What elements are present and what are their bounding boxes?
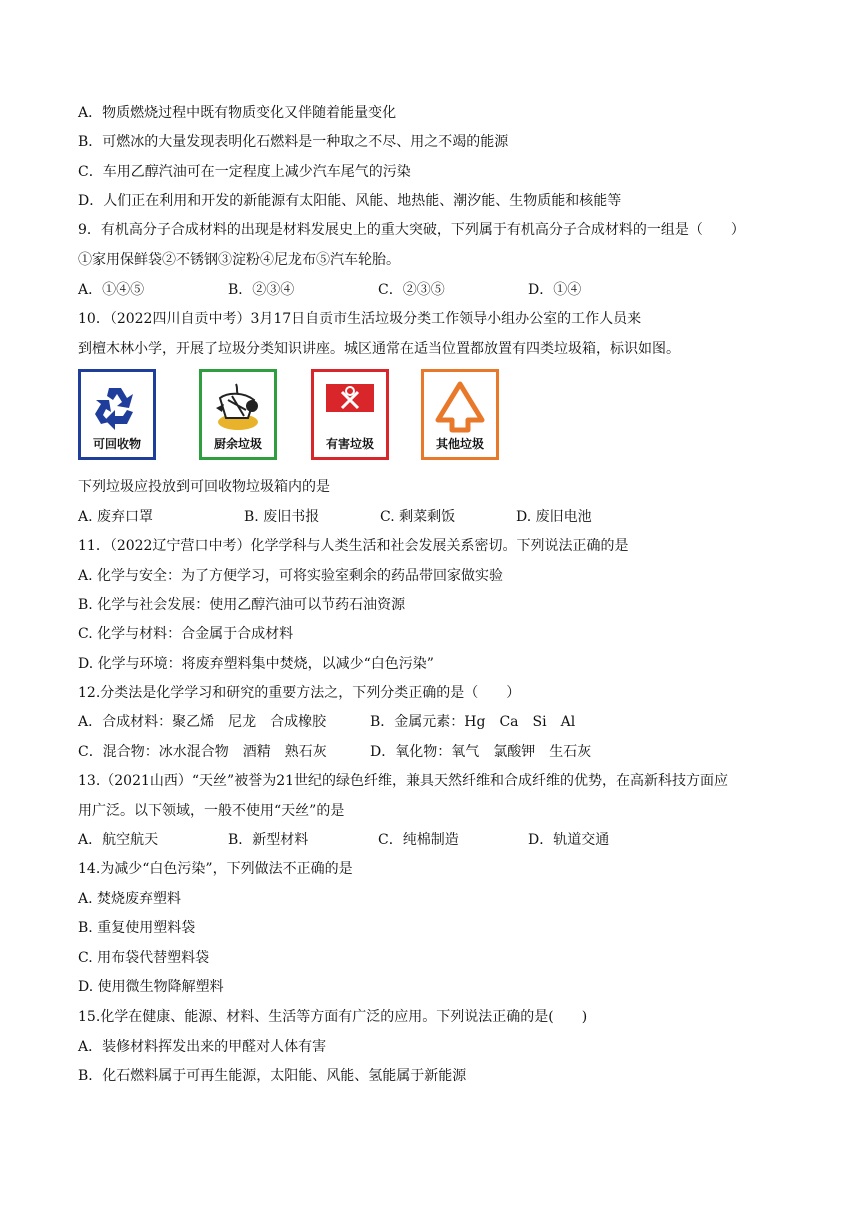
- q15-stem: 15.化学在健康、能源、材料、生活等方面有广泛的应用。下列说法正确的是( ): [78, 1009, 588, 1025]
- q11-option-b: B. 化学与社会发展：使用乙醇汽油可以节药石油资源: [78, 597, 406, 613]
- q8-option-a: A．物质燃烧过程中既有物质变化又伴随着能量变化: [78, 105, 397, 121]
- q13-option-d: D．轨道交通: [528, 832, 610, 848]
- q9-items: ①家用保鲜袋②不锈钢③淀粉④尼龙布⑤汽车轮胎。: [78, 252, 400, 268]
- q12-option-d: D．氧化物：氧气 氯酸钾 生石灰: [370, 744, 592, 760]
- q13-options: [78, 830, 609, 850]
- q11-stem: 11．（2022辽宁营口中考）化学学科与人类生活和社会发展关系密切。下列说法正确的是: [78, 538, 629, 554]
- q9-options: [78, 280, 581, 300]
- bin-other-waste: [421, 369, 499, 460]
- q9-option-a: A．①④⑤: [78, 282, 145, 298]
- waste-bin-signs: [78, 369, 518, 465]
- bin-recyclable-label: 可回收物: [92, 437, 141, 451]
- q8-option-d: D．人们正在利用和开发的新能源有太阳能、风能、地热能、潮汐能、生物质能和核能等: [78, 193, 622, 209]
- recycle-icon: [87, 378, 147, 436]
- q9-option-b: B．②③④: [228, 282, 295, 298]
- q11-option-a: A. 化学与安全：为了方便学习，可将实验室剩余的药品带回家做实验: [78, 568, 504, 584]
- bin-recyclable: [78, 369, 156, 460]
- q15-option-b: B．化石燃料属于可再生能源，太阳能、风能、氢能属于新能源: [78, 1068, 467, 1084]
- q12-stem: 12.分类法是化学学习和研究的重要方法之，下列分类正确的是（ ）: [78, 685, 521, 701]
- q14-stem: 14.为减少“白色污染”，下列做法不正确的是: [78, 861, 353, 877]
- q9-option-d: D．①④: [528, 282, 582, 298]
- q10-option-b: B. 废旧书报: [244, 509, 320, 525]
- q10-option-c: C. 剩菜剩饭: [380, 509, 456, 525]
- q13-option-b: B．新型材料: [228, 832, 309, 848]
- q9-option-c: C．②③⑤: [378, 282, 445, 298]
- q11-option-d: D. 化学与环境：将废弃塑料集中焚烧，以减少“白色污染”: [78, 656, 434, 672]
- q11-option-c: C. 化学与材料：合金属于合成材料: [78, 626, 294, 642]
- hazardous-icon: [320, 378, 380, 436]
- q13-option-a: A．航空航天: [78, 832, 159, 848]
- q8-option-c: C．车用乙醇汽油可在一定程度上减少汽车尾气的污染: [78, 164, 411, 180]
- food-waste-icon: [208, 378, 268, 436]
- q12-option-c: C．混合物：冰水混合物 酒精 熟石灰: [78, 744, 327, 760]
- bin-hazardous-label: 有害垃圾: [325, 437, 374, 451]
- q10-option-a: A. 废弃口罩: [78, 509, 154, 525]
- q13-stem-line2: 用广泛。以下领域，一般不使用“天丝”的是: [78, 803, 345, 819]
- q14-option-d: D. 使用微生物降解塑料: [78, 979, 224, 995]
- bin-other-waste-label: 其他垃圾: [435, 437, 484, 451]
- q10-stem-line1: 10．（2022四川自贡中考）3月17日自贡市生活垃圾分类工作领导小组办公室的工作人员来: [78, 311, 642, 327]
- bin-hazardous: [311, 369, 389, 460]
- q10-option-d: D. 废旧电池: [516, 509, 592, 525]
- q8-option-b: B．可燃冰的大量发现表明化石燃料是一种取之不尽、用之不竭的能源: [78, 134, 509, 150]
- other-waste-icon: [430, 378, 490, 436]
- q12-options-row1: [78, 712, 575, 732]
- q15-option-a: A．装修材料挥发出来的甲醛对人体有害: [78, 1039, 327, 1055]
- bin-food-waste: [199, 369, 277, 460]
- q12-options-row2: [78, 742, 591, 762]
- bin-food-waste-label: 厨余垃圾: [213, 437, 262, 451]
- q12-option-a: A．合成材料：聚乙烯 尼龙 合成橡胶: [78, 714, 327, 730]
- q12-option-b: B．金属元素：Hg Ca Si Al: [370, 714, 576, 730]
- q14-option-b: B. 重复使用塑料袋: [78, 920, 196, 936]
- q14-option-c: C. 用布袋代替塑料袋: [78, 950, 210, 966]
- q9-stem: 9．有机高分子合成材料的出现是材料发展史上的重大突破，下列属于有机高分子合成材料的一组是（ ）: [78, 222, 745, 238]
- q10-question: 下列垃圾应投放到可回收物垃圾箱内的是: [78, 479, 330, 495]
- q10-options: [78, 507, 592, 527]
- q10-stem-line2: 到檀木林小学，开展了垃圾分类知识讲座。城区通常在适当位置都放置有四类垃圾箱，标识如图。: [78, 341, 680, 357]
- q13-stem-line1: 13.（2021山西）“天丝”被誉为21世纪的绿色纤维，兼具天然纤维和合成纤维的优势，在高新科技方面应: [78, 773, 729, 789]
- q14-option-a: A. 焚烧废弃塑料: [78, 891, 182, 907]
- q13-option-c: C．纯棉制造: [378, 832, 459, 848]
